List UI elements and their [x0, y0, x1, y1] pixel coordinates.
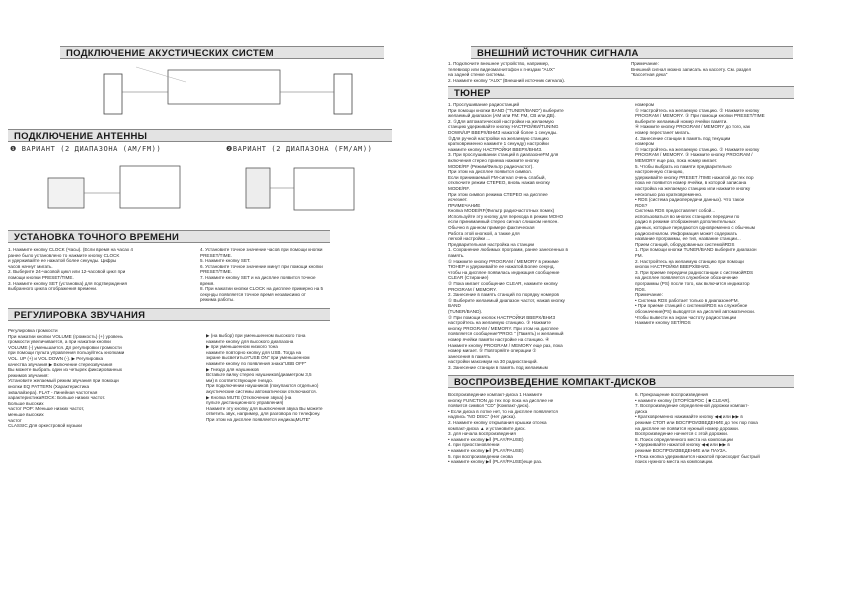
external-header: ВНЕШНИЙ ИСТОЧНИК СИГНАЛА	[471, 46, 793, 59]
volume-instructions-col1: Регулировка громкости При нажатии кнопки VOLUME (громкость) (+) уровень громкости увеличивается, а при нажатии кнопки VOLUME (-) уменьшается. Дл регулировки громкости при помощи пульта управления пользуйтесь кнопками VOL. UP (+) и VOL DOWN (-). ▶ Регулировка качества звучания ▶ Включение стереозвучания Вы можете выбрать один из четырех фиксированных режимов звучания: Установите желаемый режим звучания при помощи кнопки EQ PATTERN (Характеристика эквалайзера). FLAT - Линейная частотная характеристикаROCK: Больше низких частот. Больше высоких частот POP: Меньше низких частот, меньше высоких частот CLASSIC Для оркестровой музыки	[8, 328, 125, 429]
right-page	[421, 0, 842, 595]
tuner-instructions-col2: номером ① Настройтесь на желаемую станцию. ② Нажмите кнопку PROGRAM / MEMORY. ③ При помощи кнопки PRESET/TIME выберите желаемый номер ячейки памяти. ④ Нажмите кнопку PROGRAM / MEMORY до того, как номер перестанет мигать. 4. Занесение станции в память под текущим номером ① Настройтесь на желаемую станцию. ② Нажмите кнопку PROGRAM / MEMORY. ③ Нажмите кнопку PROGRAM / MEMORY еще раз, пока номер мигает. 5. Чтобы выбрать из памяти предварительно настроенную станцию, удерживайте кнопку PRESET /TIME нажатой до тех пор пока не появится номер ячейки, в которой записана настройка на желаемую станцию или нажмите кнопку несколько раз кратковременно. • RDS (система радиопередачи данных). Что такое RDS? Система RDS предоставляет собой... использоваться во многих станциях передачи по радио в режиме отображения дополнительных данных, которые передаются одновременно с обычным радиосигналом. Информация может содержать название программы, ее тип, название станции... Прием станций, оборудованных системойRDS 1. При помощи кнопки TUNER/BAND выберите диапазон FM. 2. Настройтесь на желаемую станцию при помощи кнопок НАСТРОЙКИ ВВЕРХ/ВНИЗ. 3. При приеме передачи радиостанции с системойRDS на дисплее появляется служебное обозначение программы (PS) после того, как включится индикатор RDS. Примечание: • Система RDS работает только в диапазонеFM. • При приеме станций с системойRDS на служебное обозначение(PS) выводятся на дисплей автоматически. Чтобы вывести на экран частоту радиостанции Нажмите кнопку SET/RDS	[635, 102, 765, 326]
time-header: УСТАНОВКА ТОЧНОГО ВРЕМЕНИ	[8, 230, 330, 243]
antenna-variant2: ❷ВАРИАНТ (2 ДИАПАЗОНА (FM/AM))	[226, 145, 373, 153]
tuner-instructions-col1: 1. Прослушивание радиостанций При помощи кнопки BAND ("TUNER/BAND") выберите желаемый диапазон (AM или FM: FM, CB или ДВ). 2. ①Для автоматической настройки на желаемую станцию удерживайте кнопку НАСТРОЙКИ/TUNING DOWN/UP ВВЕРХ/ВНИЗ нажатой более 1 секунды. ②Для ручной настройки на желаемую станцию кратковременно нажмите 1 секунду) настройки нажмите кнопку НАСТРОЙКИ ВВЕРХ/ВНИЗ. 3. При прослушивании станций в диапазонеFM для включения стерео приема нажмите кнопку MODE/RF (Режим/Фильтр радиочастот). При этом на дисплее появится символ. Если принимаемый FM-сигнал очень слабый, отключите режим СТЕРЕО, вновь нажав кнопку MODE/RF. При этом символ режима СТЕРЕО на дисплее исчезнет. ПРИМЕЧАНИЕ Кнопка MODE/RF(Фильтр радиочастотных помех) Используйте эту кнопку для перехода в режим МОНО если принимаемый стерео сигнал слишком неясен. Обычно в данном примере фактическая Работа этой кнопкой, а также для легкой настройки ... Предварительная настройка на станции 1. Сохранение любимых программ, ранее занесенных в память. ① Нажмите кнопку PROGRAM / MEMORY в режиме ТЮНЕР и удерживайте ее нажатой.Более секунд. чтобы на дисплее появилась индикация сообщение CLEAR (Стирание) ② Пока мигает сообщение CLEAR, нажмите кнопку PROGRAM / MEMORY. 2. Занесение в память станций по порядку номеров ① Выберите желаемый диапазон частот, нажав кнопку BAND (TUNER/BAND). ② При помощи кнопок НАСТРОЙКИ ВВЕРХ/ВНИЗ настройтесь на желаемую станцию. ③ Нажмите кнопку PROGRAM / MEMORY. При этом на дисплее появляется сообщение"PROG " (Память) и желаемый номер ячейки памяти настройке на станцию. ④ Нажмите кнопку PROGRAM / MEMORY еще раз, пока номер мигает. ⑤ Повторяйте операции ① занесения в память настройки максимум на 30 радиостанций. 3. Занесение станции в память под желаемым	[448, 102, 568, 370]
volume-instructions-col2: ▶ (на выбор) при уменьшенном высокого тона нажмите кнопку для высокого диапазона ▶ при уменьшенном низкого тона нажмите повторно кнопку для USB. Тогда на экране высветиться"USB ON" при уменьшенном нажмите кнопку по появления знака"UBB OFF" ▶ Гнездо для наушников Вставьте вилку стерео наушников(диаметром 3,5 мм) в соответствующее гнездо. При подключении наушников (покупаются отдельно) акустические системы автоматически отключаются. ▶ Кнопка MUTE (Отключение звука) (на пульте дистанционного управления) Нажмите эту кнопку для выключения звука Вы можете ответить звук, например, для разговора по телефону. При этом на дисплее появляется индикацMUTE"	[206, 333, 323, 422]
external-note: Примечание: Внешний сигнал можно записать на кассету. См. раздел "Кассетная дека"	[631, 61, 752, 78]
tuner-header: ТЮНЕР	[448, 86, 794, 99]
speakers-diagram	[96, 62, 360, 122]
time-instructions-col1: 1. Нажмите кнопку CLOCK (Часы). (Если время на часах 4 ранее было установлено то нажмите кнопку CLOCK и удерживайте ее нажатой более секунды. Цифры часов начнут мигать. 2. Выберите 24-часовой цикл или 12-часовой цикл при помощи кнопки PRESET/TIME. 3. Нажмите кнопку SET (установка) для подтверждения выбранного цикла отображения времени.	[8, 247, 133, 292]
cd-header: ВОСПРОИЗВЕДЕНИЕ КОМПАКТ-ДИСКОВ	[448, 375, 794, 388]
time-instructions-col2: 4. Установите точное значение часов при помощи кнопки PRESET/TIME. 5. Нажмите кнопку SET. 6. Установите точное значение минут при помощи кнопки PRESET/TIME. 7. Нажмите кнопку SET и на дисплее появится точное время. 8. При нажатии кнопки CLOCK на дисплее примерно на 5 секунды появляется точное время независимо от режима работы.	[200, 247, 324, 303]
speakers-header: ПОДКЛЮЧЕНИЕ АКУСТИЧЕСКИХ СИСТЕМ	[60, 46, 384, 59]
antenna-diagram	[20, 158, 400, 226]
antenna-header: ПОДКЛЮЧЕНИЕ АНТЕННЫ	[8, 129, 392, 142]
external-instructions: 1. Подключите внешнее устройство, например, телевизор или видеомагнитофон к гнездам "AUX" на задней стенке системы. 2. Нажмите кнопку "AUX" (Внешний источник сигнала).	[448, 61, 566, 83]
volume-header: РЕГУЛИРОВКА ЗВУЧАНИЯ	[8, 308, 330, 321]
cd-instructions-col2: 6. Прекращение воспроизведения • нажмите кнопку (STOP/СБРОС ( ■ CLEAR). 7. Воспроизведение определенной дорожки компакт- диска • Кратковременно нажимайте кнопку ◀◀ или ▶▶ в режиме СТОП или ВОСПРОИЗВЕДЕНИЕ до тех пор пока на дисплее не появится нужный номер дорожки. Воспроизведение начнется с этой дорожки. 8. Поиск определенного места на композиции • Удерживайте нажатой кнопку ◀◀ или ▶▶ в режиме ВОСПРОИЗВЕДЕНИЕ или ПАУЗА. • Пока кнопка удерживается нажатой происходит быстрый поиск нужного места на композиции.	[635, 392, 760, 465]
antenna-variant1: ❶ ВАРИАНТ (2 ДИАПАЗОНА (АМ/FM))	[10, 145, 162, 153]
cd-instructions-col1: Воспроизведение компакт-диска 1 Нажмите кнопку FUNCTION до тех пор пока на дисплее не появится символ "CD" (Компакт-диск). • Если диска в лотке нет, то на дисплее появляется надпись "NO DISC" (Нет диска). 2. Нажмите кнопку открывания крышки отсека компакт-диска ▲ и установите диск. 3. для начала воспроизведения • нажмите кнопку ▶‖ (PLAY/PAUSE) 4. при приостановлении • нажмите кнопку ▶‖ (PLAY/PAUSE) 5. при воспроизведении снова • нажмите кнопку ▶‖ (PLAY/PAUSE)еще раз.	[448, 392, 558, 465]
